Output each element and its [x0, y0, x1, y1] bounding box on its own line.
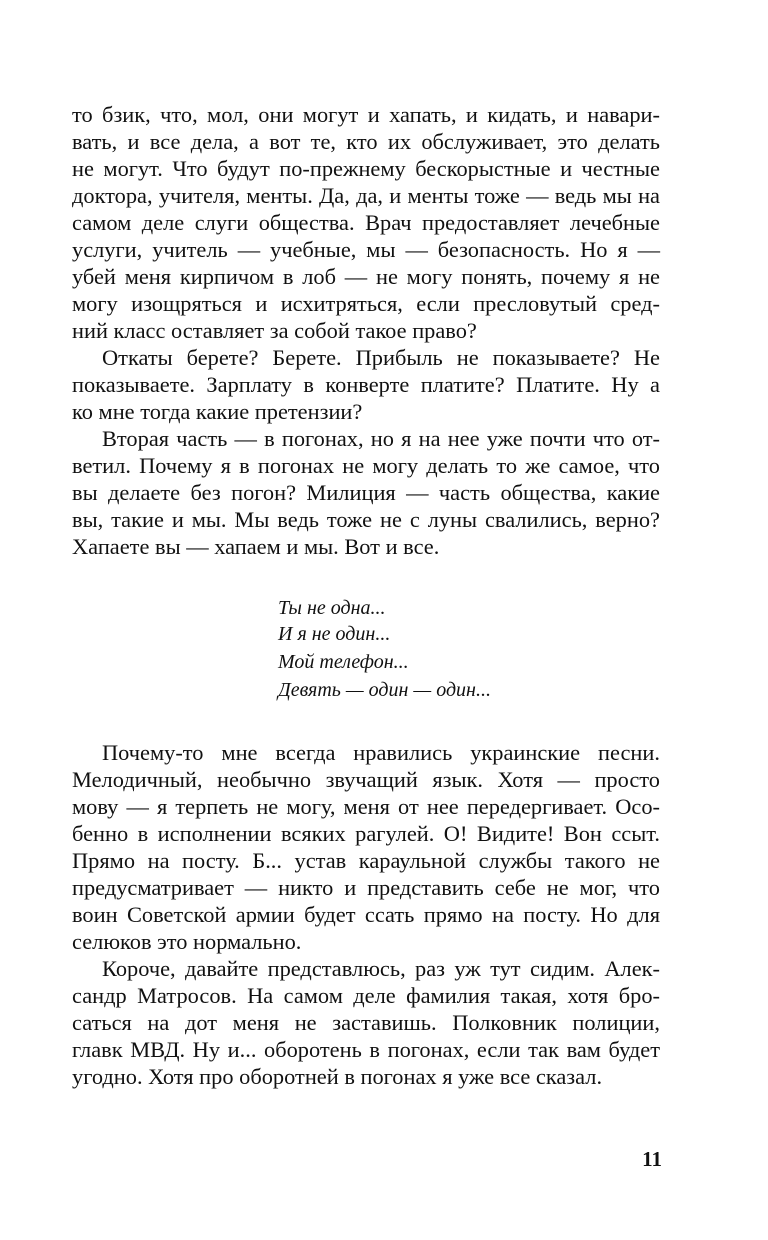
text-line: Хапаете вы — хапаем и мы. Вот и все.: [72, 534, 440, 559]
text-line: мову — я терпеть не могу, меня от нее передергивает. Осо-: [72, 794, 660, 819]
text-line: Почему-то мне всегда нравились украинские песни.: [102, 740, 660, 765]
text-line: ветил. Почему я в погонах не могу делать то же самое, что: [72, 453, 660, 478]
text-line: Вторая часть — в погонах, но я на нее уже почти что от-: [102, 426, 660, 451]
text-line: Прямо на посту. Б... устав караульной службы такого не: [72, 848, 660, 873]
text-line: саться на дот меня не заставишь. Полковник полиции,: [72, 1010, 660, 1035]
text-line: угодно. Хотя про оборотней в погонах я уже все сказал.: [72, 1064, 603, 1089]
text-line: сандр Матросов. На самом деле фамилия такая, хотя бро-: [72, 983, 660, 1008]
text-line: Мелодичный, необычно звучащий язык. Хотя — просто: [72, 767, 660, 792]
page-number: 11: [642, 1147, 662, 1171]
text-line: Короче, давайте представлюсь, раз уж тут сидим. Алек-: [102, 956, 660, 981]
text-line: главк МВД. Ну и... оборотень в погонах, если так вам будет: [72, 1037, 660, 1062]
verse-line: Девять — один — один...: [278, 679, 491, 701]
text-line: Откаты берете? Берете. Прибыль не показываете? Не: [102, 345, 660, 370]
text-line: не могут. Что будут по-прежнему бескорыстные и честные: [72, 156, 660, 181]
text-line: могу изощряться и исхитряться, если пресловутый сред-: [72, 291, 660, 316]
text-line: услуги, учитель — учебные, мы — безопасность. Но я —: [72, 237, 660, 262]
verse-line: Ты не одна...: [278, 597, 386, 619]
verse-line: И я не один...: [278, 623, 391, 645]
text-line: вы делаете без погон? Милиция — часть общества, какие: [72, 480, 660, 505]
text-line: доктора, учителя, менты. Да, да, и менты тоже — ведь мы на: [72, 183, 660, 208]
text-line: самом деле слуги общества. Врач предоставляет лечебные: [72, 210, 660, 235]
text-line: бенно в исполнении всяких рагулей. О! Видите! Вон ссыт.: [72, 821, 660, 846]
text-line: предусматривает — никто и представить себе не мог, что: [72, 875, 660, 900]
text-line: ко мне тогда какие претензии?: [72, 399, 363, 424]
text-line: воин Советской армии будет ссать прямо на посту. Но для: [72, 902, 660, 927]
text-line: показываете. Зарплату в конверте платите? Платите. Ну а: [72, 372, 660, 397]
text-line: вать, и все дела, а вот те, кто их обслуживает, это делать: [72, 129, 660, 154]
text-line: убей меня кирпичом в лоб — не могу понять, почему я не: [72, 264, 660, 289]
text-line: вы, такие и мы. Мы ведь тоже не с луны свалились, верно?: [72, 507, 660, 532]
verse-line: Мой телефон...: [278, 651, 409, 673]
text-line: ний класс оставляет за собой такое право?: [72, 318, 477, 343]
text-line: то бзик, что, мол, они могут и хапать, и кидать, и навари-: [72, 102, 660, 127]
text-line: селюков это нормально.: [72, 929, 302, 954]
